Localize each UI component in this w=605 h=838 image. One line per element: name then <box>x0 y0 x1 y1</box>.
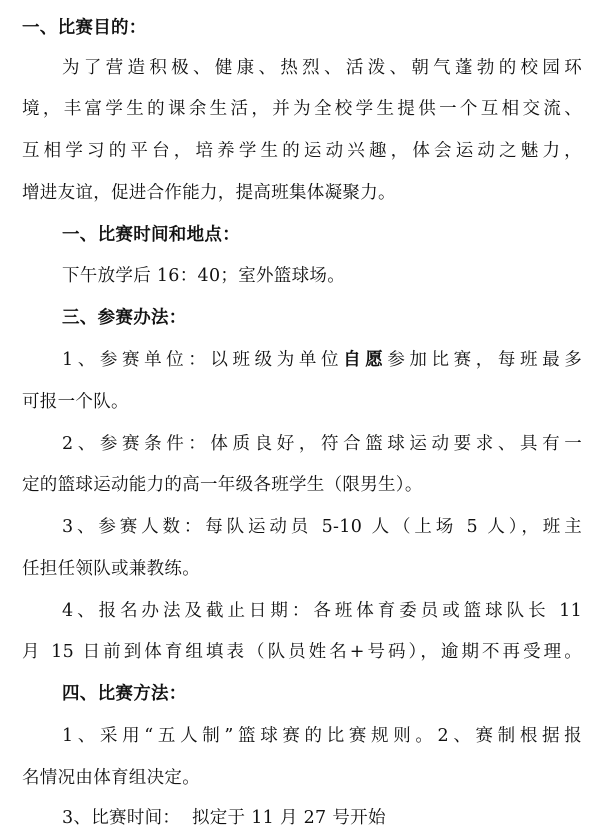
purpose-line-2: 境，丰富学生的课余生活，并为全校学生提供一个互相交流、 <box>22 99 582 119</box>
competition-rule-line-1: 1、采用“五人制”篮球赛的比赛规则。2、赛制根据报 <box>62 726 582 746</box>
method-reg-line-2: 月 15 日前到体育组填表（队员姓名+号码），逾期不再受理。 <box>22 642 582 662</box>
heading-competition: 四、比赛方法： <box>62 684 187 704</box>
purpose-line-1: 为了营造积极、健康、热烈、活泼、朝气蓬勃的校园环 <box>62 58 582 78</box>
method-unit-text-bold: 自愿 <box>343 350 388 370</box>
purpose-line-4: 增进友谊，促进合作能力，提高班集体凝聚力。 <box>22 183 396 203</box>
method-unit-line-1 <box>62 345 582 375</box>
method-cond-line-2: 定的篮球运动能力的高一年级各班学生（限男生）。 <box>22 475 423 495</box>
method-num-line-2: 任担任领队或兼教练。 <box>22 559 200 579</box>
heading-method: 三、参赛办法： <box>62 308 187 328</box>
method-num-line-1: 3、参赛人数：每队运动员 5-10 人（上场 5 人），班主 <box>62 517 582 537</box>
heading-time-place: 一、比赛时间和地点： <box>62 225 240 245</box>
competition-rule-line-2: 名情况由体育组决定。 <box>22 768 200 788</box>
method-unit-text-b: 参加比赛，每班最多 <box>387 350 582 370</box>
purpose-line-3: 互相学习的平台，培养学生的运动兴趣，体会运动之魅力， <box>22 141 582 161</box>
time-place-text: 下午放学后 16：40；室外篮球场。 <box>62 266 345 286</box>
method-unit-text-a: 1、参赛单位：以班级为单位 <box>62 350 344 370</box>
heading-purpose: 一、比赛目的： <box>22 18 147 38</box>
method-unit-line-2: 可报一个队。 <box>22 392 129 412</box>
method-cond-line-1: 2、参赛条件：体质良好，符合篮球运动要求、具有一 <box>62 434 582 454</box>
competition-time-line: 3、比赛时间： 拟定于 11 月 27 号开始 <box>62 808 386 828</box>
method-reg-line-1: 4、报名办法及截止日期：各班体育委员或篮球队长 11 <box>62 601 582 621</box>
